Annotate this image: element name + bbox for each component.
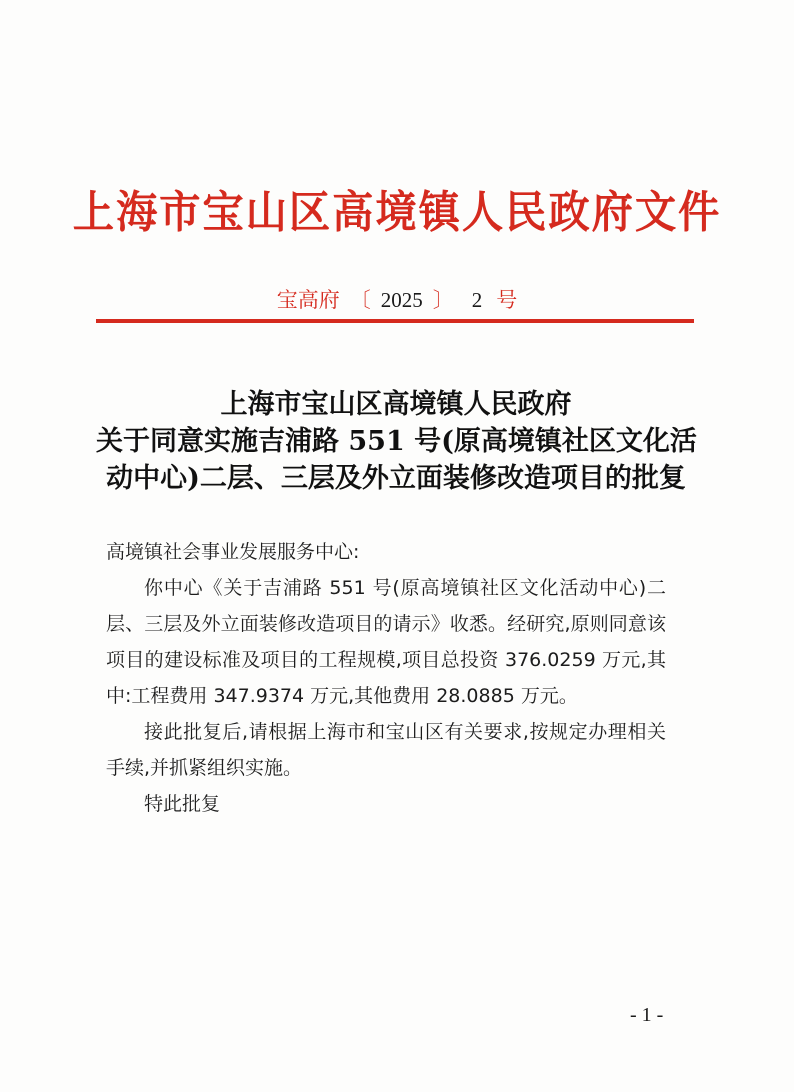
doc-year: 2025	[380, 288, 423, 312]
red-divider-line	[96, 319, 694, 323]
body-paragraph-1: 你中心《关于吉浦路 551 号(原高境镇社区文化活动中心)二层、三层及外立面装修改造项目的请示》收悉。经研究,原则同意该项目的建设标准及项目的工程规模,项目总投资 376.0259 万元,其中:工程费用 347.9374 万元,其他费用 28.0885 万元。	[106, 577, 666, 707]
title-line-2: 关于同意实施吉浦路 551 号(原高境镇社区文化活	[96, 426, 697, 457]
document-title	[96, 386, 696, 497]
closing-line: 特此批复	[144, 793, 221, 815]
title-line-1: 上海市宝山区高境镇人民政府	[220, 389, 572, 420]
doc-serial-number: 2	[471, 288, 483, 312]
issuing-authority-header: 上海市宝山区高境镇人民政府文件	[72, 187, 722, 238]
document-body	[106, 534, 666, 822]
doc-suffix: 号	[496, 288, 518, 312]
document-number	[0, 284, 794, 314]
bracket-open: 〔	[349, 288, 371, 312]
page-number: - 1 -	[630, 1004, 664, 1026]
salutation: 高境镇社会事业发展服务中心:	[106, 541, 360, 563]
title-line-3: 动中心)二层、三层及外立面装修改造项目的批复	[106, 463, 686, 494]
doc-prefix: 宝高府	[276, 288, 340, 312]
bracket-close: 〕	[432, 288, 454, 312]
body-paragraph-2: 接此批复后,请根据上海市和宝山区有关要求,按规定办理相关手续,并抓紧组织实施。	[106, 721, 666, 779]
